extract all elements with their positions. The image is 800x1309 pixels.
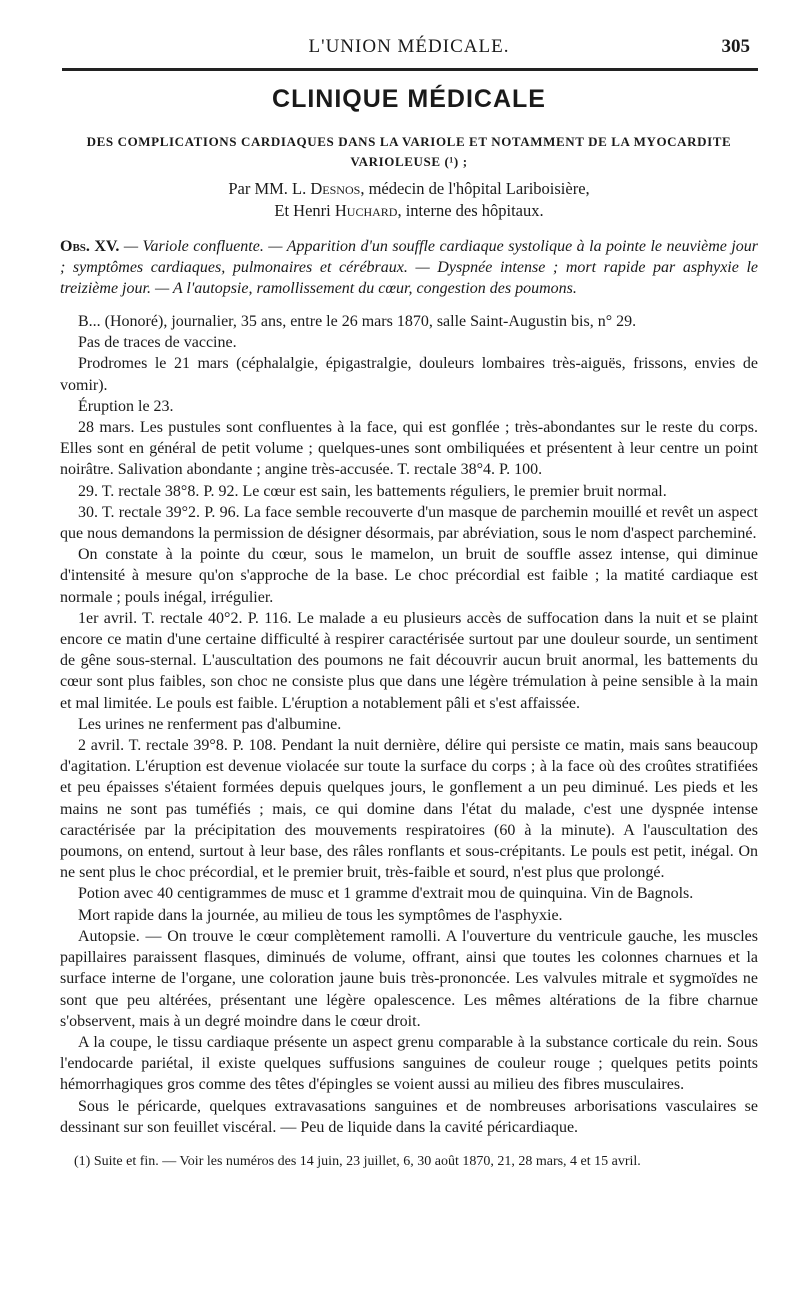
paragraph: Les urines ne renferment pas d'albumine.	[78, 715, 342, 733]
paragraph: Autopsie. — On trouve le cœur complètement ramolli. A l'ouverture du ventricule gauche, les muscles papillaires paraissent flasques, diminués de volume, offrant, ainsi que toutes les colonnes charnues et la surface interne de l'organe, une coloration jaune buis très-prononcée. Les valvules mitrale et sygmoïdes ne sont que peu altérées, présentant une légère opalescence. Les mêmes altérations de la fibre charnue s'observent, mais à un degré moindre dans le cœur droit.	[60, 927, 758, 1030]
article-title: DES COMPLICATIONS CARDIAQUES DANS LA VARIOLE ET NOTAMMENT DE LA MYOCARDITE VARIOLEUSE (¹) ;	[86, 134, 732, 169]
paragraph: Pas de traces de vaccine.	[78, 334, 237, 352]
paragraph: 30. T. rectale 39°2. P. 96. La face semble recouverte d'un masque de parchemin mouillé et revêt un aspect que nous demandons la permission de désigner désormais, par abréviation, sous le nom d'aspect parcheminé.	[60, 503, 758, 543]
author-name: Desnos	[310, 179, 361, 198]
paragraph: 1er avril. T. rectale 40°2. P. 116. Le malade a eu plusieurs accès de suffocation dans la nuit et se plaint encore ce matin d'une certaine difficulté à respirer caractérisée surtout par une douleur sourde, un sentiment de gêne sous-sternal. L'auscultation des poumons ne fait découvrir aucun bruit anormal, les battements du cœur sont plus faibles, son choc ne consiste plus que dans une légère trémulation à peine sensible à la main et mal limitée. Le pouls est faible. L'éruption a notablement pâli et s'est affaissée.	[60, 609, 758, 712]
paragraph: Sous le péricarde, quelques extravasations sanguines et de nombreuses arborisations vasculaires se dessinant sur son feuillet viscéral. — Peu de liquide dans la cavité péricardiaque.	[60, 1097, 758, 1136]
paragraph: On constate à la pointe du cœur, sous le mamelon, un bruit de souffle assez intense, qui diminue d'intensité à mesure qu'on s'approche de la base. Le choc précordial est faible ; la matité cardiaque est normale ; pouls inégal, irrégulier.	[60, 546, 758, 606]
author-affiliation: , médecin de l'hôpital Lariboisière,	[360, 179, 590, 198]
author-name: Huchard	[334, 201, 398, 220]
section-title: CLINIQUE MÉDICALE	[272, 85, 546, 113]
header-rule	[62, 68, 758, 71]
author-prefix: Et Henri	[274, 201, 331, 220]
author-affiliation: , interne des hôpitaux.	[397, 201, 544, 220]
running-head	[60, 36, 758, 66]
paragraph: 2 avril. T. rectale 39°8. P. 108. Pendant la nuit dernière, délire qui persiste ce matin, mais sans beaucoup d'agitation. L'éruption est devenue violacée sur toute la surface du corps ; à la face où des croûtes stratifiées et peu épaisses s'étaient formées depuis quelques jours, le gonflement a un peu diminué. Les pieds et les mains ne sont pas tuméfiés ; mais, ce qui domine dans l'état du malade, c'est une dyspnée intense caractérisée par la précipitation des mouvements respiratoires (60 à la minute). A l'auscultation des poumons, on entend, surtout à leur base, des râles ronflants et sous-crépitants. Le pouls est petit, inégal. On ne sent plus le choc précordial, et le premier bruit, très-faible et sourd, n'est plus que prolongé.	[60, 737, 758, 882]
author-prefix: Par MM. L.	[228, 179, 307, 198]
paragraph: 28 mars. Les pustules sont confluentes à la face, qui est gonflée ; très-abondantes sur le reste du corps. Elles sont en général de petit volume ; quelques-unes sont ombiliquées et présentent à leur centre un point noirâtre. Salivation abondante ; angine très-accusée. T. rectale 38°4. P. 100.	[60, 419, 758, 479]
paragraph: A la coupe, le tissu cardiaque présente un aspect grenu comparable à la substance corticale du rein. Sous l'endocarde pariétal, il existe quelques suffusions sanguines de couleur rouge ; quelques petits points hémorrhagiques gros comme des têtes d'épingles se voient aussi au milieu des fibres musculaires.	[60, 1033, 758, 1094]
authors	[60, 178, 758, 222]
paragraph: Potion avec 40 centigrammes de musc et 1 gramme d'extrait mou de quinquina. Vin de Bagnols.	[78, 885, 694, 903]
running-title: L'UNION MÉDICALE.	[308, 36, 510, 57]
author-line-1	[60, 178, 758, 200]
paragraph: B... (Honoré), journalier, 35 ans, entre le 26 mars 1870, salle Saint-Augustin bis, n° 29.	[78, 313, 637, 330]
paragraph: Éruption le 23.	[78, 397, 174, 415]
observation-label: Obs. XV.	[60, 238, 120, 255]
observation-summary	[60, 236, 758, 299]
paragraph: Mort rapide dans la journée, au milieu de tous les symptômes de l'asphyxie.	[78, 906, 563, 924]
body-text	[60, 311, 758, 1138]
footnote: (1) Suite et fin. — Voir les numéros des 14 juin, 23 juillet, 6, 30 août 1870, 21, 28 mars, 4 et 15 avril.	[74, 1153, 641, 1169]
paragraph: Prodromes le 21 mars (céphalalgie, épigastralgie, douleurs lombaires très-aiguës, frissons, envies de vomir).	[60, 355, 758, 394]
paragraph: 29. T. rectale 38°8. P. 92. Le cœur est sain, les battements réguliers, le premier bruit normal.	[78, 482, 667, 500]
observation-text: — Variole confluente. — Apparition d'un souffle cardiaque systolique à la pointe le neuvième jour ; symptômes cardiaques, pulmonaires et cérébraux. — Dyspnée intense ; mort rapide par asphyxie le treizième jour. — A l'autopsie, ramollissement du cœur, congestion des poumons.	[60, 238, 758, 297]
page-number: 305	[721, 36, 750, 57]
author-line-2	[60, 200, 758, 222]
